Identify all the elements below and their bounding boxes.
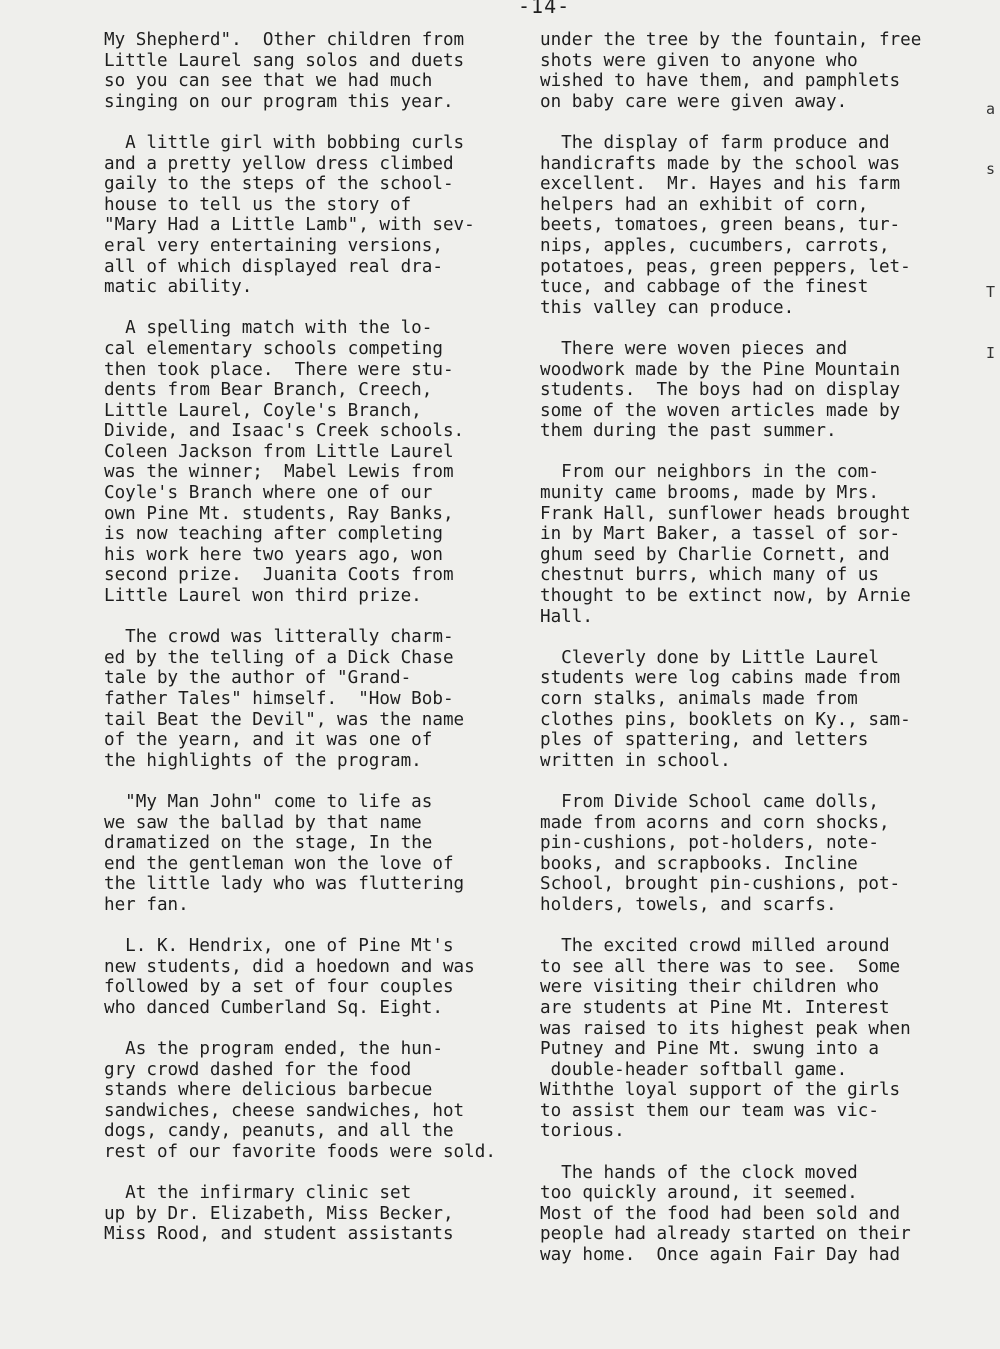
paragraph: From our neighbors in the com- munity came brooms, made by Mrs. Frank Hall, sunflower heads brought in by Mart Baker, a tassel of sor- ghum seed by Charlie Cornett, and chestnut burrs, which many of us thought to be extinct now, by Arnie Hall. bbox=[540, 462, 911, 627]
right-column bbox=[540, 30, 990, 1286]
paragraph: My Shepherd". Other children from Little Laurel sang solos and duets so you can see that we had much singing on our program this year. bbox=[104, 30, 465, 112]
paragraph: "My Man John" come to life as we saw the ballad by that name dramatized on the stage, In the end the gentleman won the love of the little lady who was fluttering her fan. bbox=[104, 791, 465, 915]
paragraph: under the tree by the fountain, free shots were given to anyone who wished to have them, and pamphlets on baby care were given away. bbox=[540, 30, 922, 112]
paragraph: The hands of the clock moved too quickly around, it seemed. Most of the food had been sold and people had already started on their way home. Once again Fair Day had bbox=[540, 1162, 911, 1266]
paragraph: At the infirmary clinic set up by Dr. Elizabeth, Miss Becker, Miss Rood, and student assistants bbox=[104, 1183, 454, 1245]
paragraph: The excited crowd milled around to see all there was to see. Some were visiting their children who are students at Pine Mt. Interest was raised to its highest peak when Putney and Pine Mt. swung into a double-header softball game. Withthe loyal support of the girls to assist them our team was vic- torious. bbox=[540, 936, 911, 1142]
paragraph: Cleverly done by Little Laurel students were log cabins made from corn stalks, animals made from clothes pins, booklets on Ky., sam- ples of spattering, and letters written in school. bbox=[540, 647, 911, 771]
paragraph: From Divide School came dolls, made from acorns and corn shocks, pin-cushions, pot-holders, note- books, and scrapbooks. Incline School, brought pin-cushions, pot- holders, towels, and scarfs. bbox=[540, 791, 901, 915]
paragraph: A spelling match with the lo- cal elementary schools competing then took place. There were stu- dents from Bear Branch, Creech, Little Laurel, Coyle's Branch, Divide, and Isaac's Creek schools. Coleen Jackson from Little Laurel was the winner; Mabel Lewis from Coyle's Branch where one of our own Pine Mt. students, Ray Banks, is now teaching after completing his work here two years ago, won second prize. Juanita Coots from Little Laurel won third prize. bbox=[104, 318, 465, 607]
left-column bbox=[104, 30, 534, 1266]
bleed-through-text: s bbox=[986, 160, 996, 178]
paragraph: The display of farm produce and handicrafts made by the school was excellent. Mr. Hayes and his farm helpers had an exhibit of corn, beets, tomatoes, green beans, tur- nips, apples, cucumbers, carrots, potatoes, peas, green peppers, let- tuce, and cabbage of the finest this valley can produce. bbox=[540, 132, 911, 318]
page-number: -14- bbox=[518, 0, 571, 18]
paragraph: There were woven pieces and woodwork made by the Pine Mountain students. The boys had on display some of the woven articles made by them during the past summer. bbox=[540, 338, 901, 442]
paragraph: A little girl with bobbing curls and a pretty yellow dress climbed gaily to the steps of the school- house to tell us the story of "Mary Had a Little Lamb", with sev- eral very entertaining versions, all of which displayed real dra- matic ability. bbox=[104, 132, 475, 298]
bleed-through-text: I bbox=[986, 344, 996, 362]
bleed-through-text: T bbox=[986, 283, 996, 301]
paragraph: The crowd was litterally charm- ed by the telling of a Dick Chase tale by the author of "Grand- father Tales" himself. "How Bob- tail Beat the Devil", was the name of the yearn, and it was one of the highlights of the program. bbox=[104, 627, 465, 771]
paragraph: L. K. Hendrix, one of Pine Mt's new students, did a hoedown and was followed by a set of four couples who danced Cumberland Sq. Eight. bbox=[104, 936, 475, 1018]
bleed-through-text: a bbox=[986, 100, 996, 118]
paragraph: As the program ended, the hun- gry crowd dashed for the food stands where delicious barbecue sandwiches, cheese sandwiches, hot dogs, candy, peanuts, and all the rest of our favorite foods were sold. bbox=[104, 1039, 496, 1163]
